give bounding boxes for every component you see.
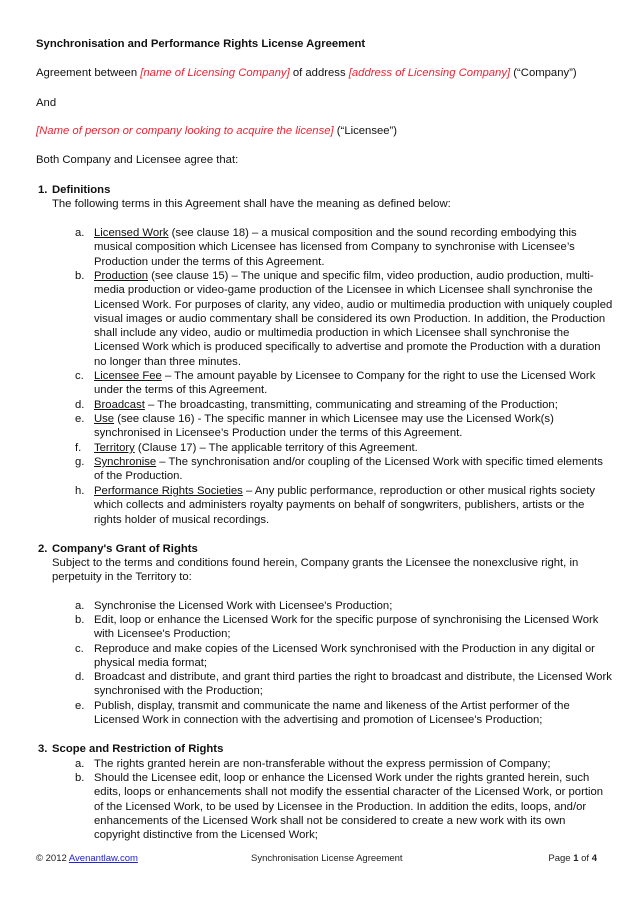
item-letter: d.: [75, 399, 85, 411]
defined-term: Licensee Fee: [94, 370, 162, 382]
section-intro: Subject to the terms and conditions found herein, Company grants the Licensee the nonexclusive right, in perpetuity in the Territory to:: [52, 557, 579, 584]
item-letter: c.: [75, 643, 84, 655]
definition-text: (see clause 16) - The specific manner in which Licensee may use the Licensed Work(s) synchronised in Licensee’s Production under the terms of this Agreement.: [94, 413, 554, 440]
address-prefix: of address: [289, 67, 349, 79]
page-prefix: Page: [548, 853, 574, 864]
item-letter: e.: [75, 413, 85, 425]
company-name-placeholder: [name of Licensing Company]: [140, 67, 290, 79]
section-heading: Definitions: [52, 184, 111, 196]
section-heading: Scope and Restriction of Rights: [52, 743, 224, 755]
defined-term: Production: [94, 270, 149, 282]
company-suffix: (“Company”): [510, 67, 577, 79]
defined-term: Territory: [94, 442, 135, 454]
section-number: 2.: [38, 543, 48, 555]
section-heading: Company's Grant of Rights: [52, 543, 198, 555]
page-current: 1: [573, 853, 579, 864]
page-of: of: [578, 853, 592, 864]
item-letter: a.: [75, 758, 85, 770]
item-letter: b.: [75, 270, 85, 282]
item-text: [94, 455, 614, 484]
definition-text: – Any public performance, reproduction or other musical rights society which collects and administers royalty payments on behalf of songwriters, publishers, artists or the rights holder of musical recordings.: [94, 485, 596, 526]
item-letter: b.: [75, 772, 85, 784]
agreement-prefix: Agreement between: [36, 67, 141, 79]
page-total: 4: [591, 853, 597, 864]
item-text: Should the Licensee edit, loop or enhance the Licensed Work under the rights granted herein, such edits, loops or enhancements shall not modify the essential character of the Licensed Work, or portion of the Licensed Work, to be used by Licensee in the Production. In addition the edits, loops, and/or enhancements of the Licensed Work shall not be considered to create a new work with its own copyright distinctive from the Licensed Work;: [94, 772, 604, 842]
definition-text: (see clause 18) – a musical composition and the sound recording embodying this musical composition which Licensee has licensed from Company to synchronise with Licensee’s Production under the terms of this Agreement.: [94, 227, 577, 268]
item-text: [94, 398, 614, 412]
section-number: 1.: [38, 184, 48, 196]
definition-text: – The synchronisation and/or coupling of the Licensed Work with specific timed elements of the Production.: [94, 456, 603, 483]
item-text: [94, 369, 614, 398]
item-text: The rights granted herein are non-transferable without the express permission of Company;: [94, 758, 551, 770]
agreement-parties-line: [36, 66, 577, 80]
item-text: Reproduce and make copies of the Licensed Work synchronised with the Production in any digital or physical media format;: [94, 643, 595, 670]
item-letter: e.: [75, 700, 85, 712]
item-letter: c.: [75, 370, 84, 382]
defined-term: Performance Rights Societies: [94, 485, 243, 497]
item-text: Broadcast and distribute, and grant third parties the right to broadcast and distribute, the Licensed Work synchronised with the Production;: [94, 671, 612, 698]
definition-text: – The amount payable by Licensee to Company for the right to use the Licensed Work under the terms of this Agreement.: [94, 370, 596, 397]
item-letter: g.: [75, 456, 85, 468]
defined-term: Use: [94, 413, 115, 425]
defined-term: Broadcast: [94, 399, 145, 411]
item-text: Synchronise the Licensed Work with Licensee's Production;: [94, 600, 393, 612]
page-indicator: [548, 852, 597, 866]
item-letter: b.: [75, 614, 85, 626]
item-letter: h.: [75, 485, 85, 497]
item-text: [94, 484, 614, 527]
footer-link[interactable]: Avenantlaw.com: [68, 853, 138, 864]
defined-term: Synchronise: [94, 456, 157, 468]
section-number: 3.: [38, 743, 48, 755]
item-text: [94, 441, 614, 455]
item-text: [94, 226, 614, 269]
both-agree-line: Both Company and Licensee agree that:: [36, 154, 239, 166]
definition-text: (Clause 17) – The applicable territory of this Agreement.: [134, 442, 418, 454]
item-text: Edit, loop or enhance the Licensed Work for the specific purpose of synchronising the Licensed Work with Licensee's Production;: [94, 614, 599, 641]
defined-term: Licensed Work: [94, 227, 169, 239]
item-letter: a.: [75, 600, 85, 612]
footer-doc-title: Synchronisation License Agreement: [251, 853, 403, 864]
and-line: And: [36, 97, 57, 109]
item-text: Publish, display, transmit and communicate the name and likeness of the Artist performer of the Licensed Work in connection with the advertising and promotion of Licensee's Production;: [94, 700, 570, 727]
definition-text: (see clause 15) – The unique and specific film, video production, audio production, multi-media production or video-game production of the Licensee in which Licensee shall synchronise the Licensed Work. For purposes of clarity, any video, audio or multimedia production with uniquely coupled visual images or audio commentary shall be considered its own Production. In addition, the Production shall include any video, audio or multimedia production in which Licensee shall synchronise the Licensed Work which is produced specifically to advertise and promote the Production with a duration no longer than three minutes.: [94, 270, 613, 368]
item-letter: a.: [75, 227, 85, 239]
item-letter: f.: [75, 442, 82, 454]
footer-copyright: [36, 852, 138, 866]
section-intro: The following terms in this Agreement shall have the meaning as defined below:: [52, 198, 451, 210]
item-text: [94, 412, 614, 441]
item-text: [94, 269, 614, 369]
company-address-placeholder: [address of Licensing Company]: [348, 67, 511, 79]
licensee-line: [36, 124, 397, 138]
licensee-placeholder: [Name of person or company looking to acquire the license]: [36, 125, 334, 137]
copyright-text: © 2012: [36, 853, 69, 864]
item-letter: d.: [75, 671, 85, 683]
licensee-suffix: (“Licensee”): [333, 125, 398, 137]
document-title: Synchronisation and Performance Rights License Agreement: [36, 38, 366, 50]
definition-text: – The broadcasting, transmitting, communicating and streaming of the Production;: [144, 399, 558, 411]
